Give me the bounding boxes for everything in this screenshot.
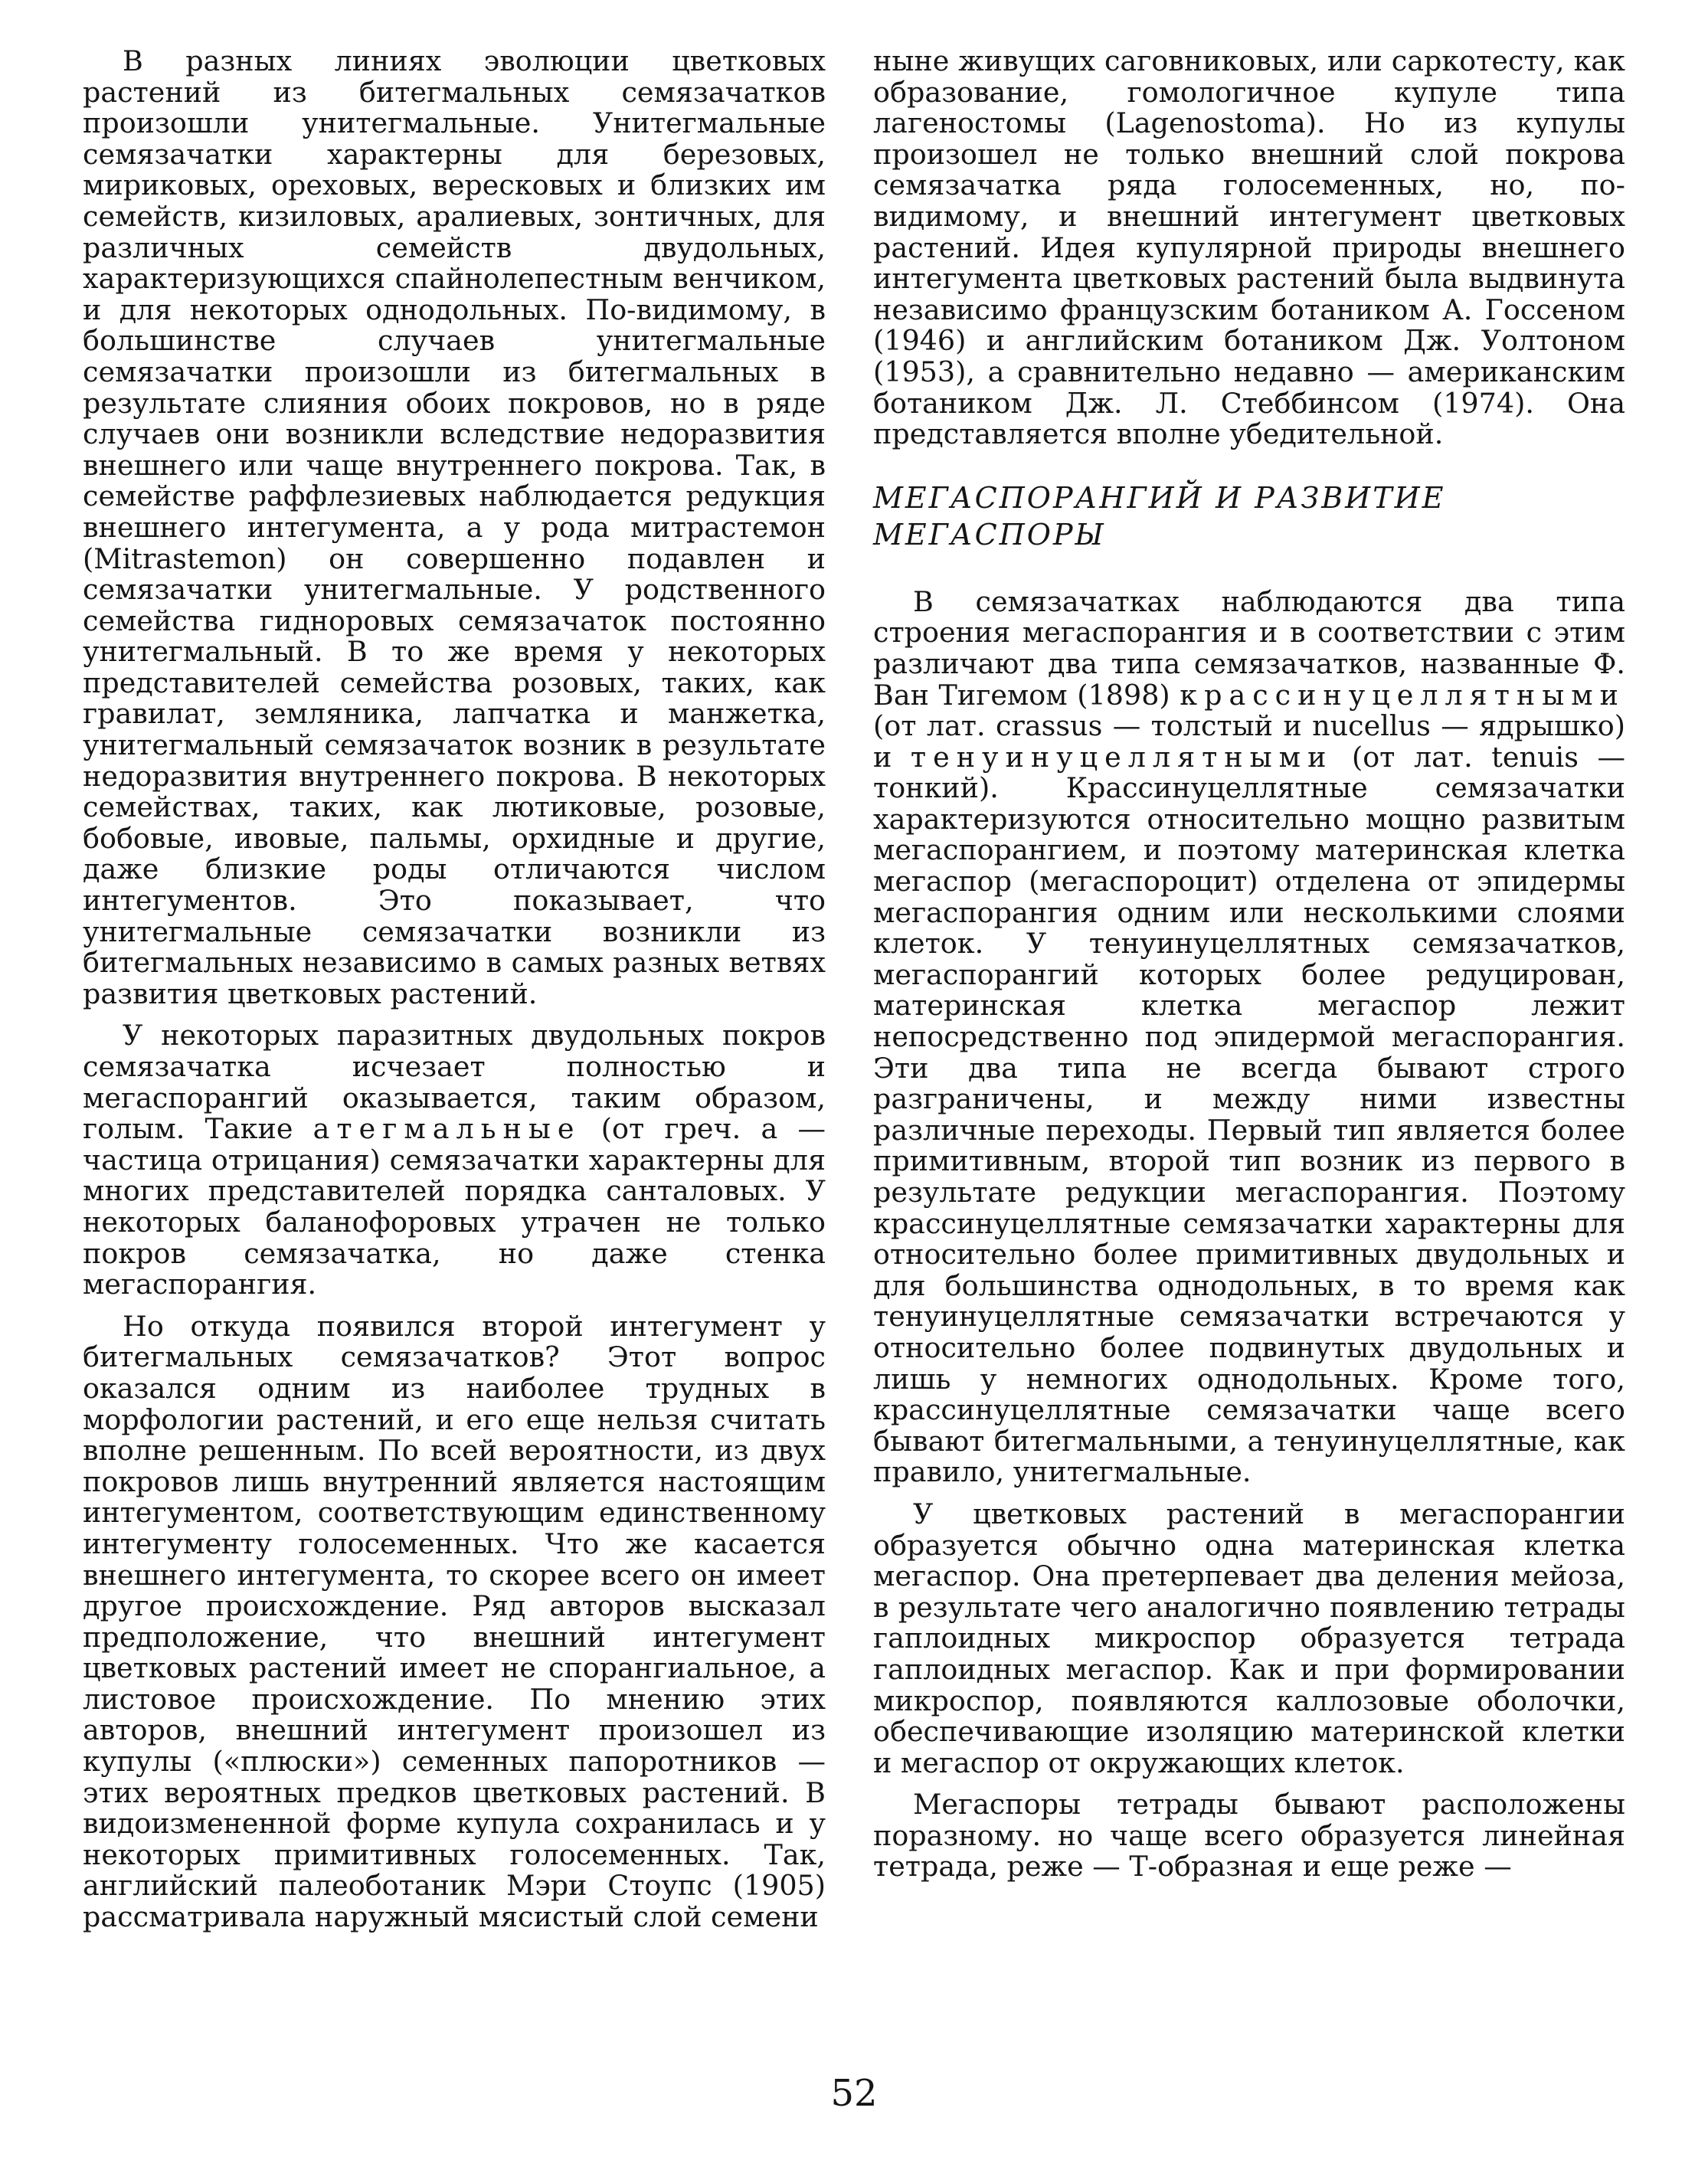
page-number: 52 [830,2072,878,2115]
term-crassinucellate: крассинуцеллятными [1180,678,1625,712]
paragraph-megasporangium-text-3: (от лат. tenuis — тонкий). Крассинуцеллятные семязачатки характеризуются относительно мощно развитым мегаспорангием, и поэтому материнская клетка мегаспор (мегаспороцит) отделена от эпидермы мегаспорангия одним или несколькими слоями клеток. У тенуинуцеллятных семязачатков, мегаспорангий которых более редуцирован, материнская клетка мегаспор лежит непосредственно под эпидермой мегаспорангия. Эти два типа не всегда бывают строго разграничены, и между ними известны различные переходы. Первый тип является более примитивным, второй тип возник из первого в результате редукции мегаспорангия. Поэтому крассинуцеллятные семязачатки характерны для относительно более примитивных двудольных и для большинства однодольных, в то время как тенуинуцеллятные семязачатки встречаются у относительно более подвинутых двудольных и лишь у немногих однодольных. Кроме того, крассинуцеллятные семязачатки чаще всего бывают битегмальными, а тенуинуцеллятные, как правило, унитегмальные. [873,740,1626,1489]
paragraph-unitegmal: В разных линиях эволюции цветковых растений из битегмальных семязачатков произошли унитегмальные. Унитегмальные семязачатки характерны для березовых, мириковых, ореховых, вересковых и близких им семейств, кизиловых, аралиевых, зонтичных, для различных семейств двудольных, характеризующихся спайнолепестным венчиком, и для некоторых однодольных. По-видимому, в большинстве случаев унитегмальные семязачатки произошли из битегмальных в результате слияния обоих покровов, но в ряде случаев они возникли вследствие недоразвития внешнего или чаще внутреннего покрова. Так, в семействе раффлезиевых наблюдается редукция внешнего интегумента, а у рода митрастемон (Mitrastemon) он совершенно подавлен и семязачатки унитегмальные. У родственного семейства гидноровых семязачаток постоянно унитегмальный. В то же время у некоторых представителей семейства розовых, таких, как гравилат, земляника, лапчатка и манжетка, унитегмальный семязачаток возник в результате недоразвития внутреннего покрова. В некоторых семействах, таких, как лютиковые, розовые, бобовые, ивовые, пальмы, орхидные и другие, даже близкие роды отличаются числом интегументов. Это показывает, что унитегмальные семязачатки возникли из битегмальных независимо в самых разных ветвях развития цветковых растений. [83,44,826,1010]
term-ategmal: атегмальные [312,1112,581,1146]
paragraph-megasporangium-text-1: В семязачатках наблюдаются два типа строения мегаспорангия и в соответствии с этим различают два типа семязачатков, названные Ф. Ван Тигемом (1898) [873,584,1625,712]
paragraph-tetrad: Мегаспоры тетрады бывают расположены поразному. но чаще всего образуется линейная тетрада, реже — Т-образная и еще реже — [873,1788,1625,1884]
paragraph-megasporangium-text-2: (от лат. crassus — толстый и nucellus — ядрышко) и [873,709,1625,774]
paragraph-meiosis: У цветковых растений в мегаспорангии образуется обычно одна материнская клетка мегаспор. Она претерпевает два деления мейоза, в результате чего аналогично появлению тетрады гаплоидных микроспор образуется тетрада гаплоидных мегаспор. Как и при формировании микроспор, появляются каллозовые оболочки, обеспечивающие изоляцию материнской клетки и мегаспор от окружающих клеток. [873,1497,1625,1779]
paragraph-megasporangium-types [873,584,1626,1489]
paragraph-ategmal-text-2: (от греч. а — частица отрицания) семязачатки характерны для многих представителей порядка санталовых. У некоторых баланофоровых утрачен не только покров семязачатка, но даже стенка мегаспорангия. [83,1112,826,1301]
section-heading [873,479,1625,553]
paragraph-ategmal [83,1020,826,1300]
section-heading-line-2: МЕГАСПОРЫ [873,517,1106,551]
paragraph-ategmal-text-1: У некоторых паразитных двудольных покров семязачатка исчезает полностью и мегаспорангий оказывается, таким образом, голым. Такие [83,1019,826,1146]
paragraph-second-integument-continued: ныне живущих саговниковых, или саркотесту, как образование, гомологичное купуле типа лагеностомы (Lagenostoma). Но из купулы произошел не только внешний слой покрова семязачатка ряда голосеменных, но, по-видимому, и внешний интегумент цветковых растений. Идея купулярной природы внешнего интегумента цветковых растений была выдвинута независимо французским ботаником А. Госсеном (1946) и английским ботаником Дж. Уолтоном (1953), а сравнительно недавно — американским ботаником Дж. Л. Стеббинсом (1974). Она представляется вполне убедительной. [873,44,1625,451]
term-tenuinucellate: тенуинуцеллятными [910,740,1333,774]
section-heading-line-1: МЕГАСПОРАНГИЙ И РАЗВИТИЕ [873,480,1446,515]
right-column [873,46,1625,1893]
left-column [83,46,826,1944]
paragraph-second-integument: Но откуда появился второй интегумент у битегмальных семязачатков? Этот вопрос оказался одним из наиболее трудных в морфологии растений, и его еще нельзя считать вполне решенным. По всей вероятности, из двух покровов лишь внутренний является настоящим интегументом, соответствующим единственному интегументу голосеменных. Что же касается внешнего интегумента, то скорее всего он имеет другое происхождение. Ряд авторов высказал предположение, что внешний интегумент цветковых растений имеет не спорангиальное, а листовое происхождение. По мнению этих авторов, внешний интегумент произошел из купулы («плюски») семенных папоротников — этих вероятных предков цветковых растений. В видоизмененной форме купула сохранилась и у некоторых примитивных голосеменных. Так, английский палеоботаник Мэри Стоупс (1905) рассматривала наружный мясистый слой семени [83,1309,826,1934]
